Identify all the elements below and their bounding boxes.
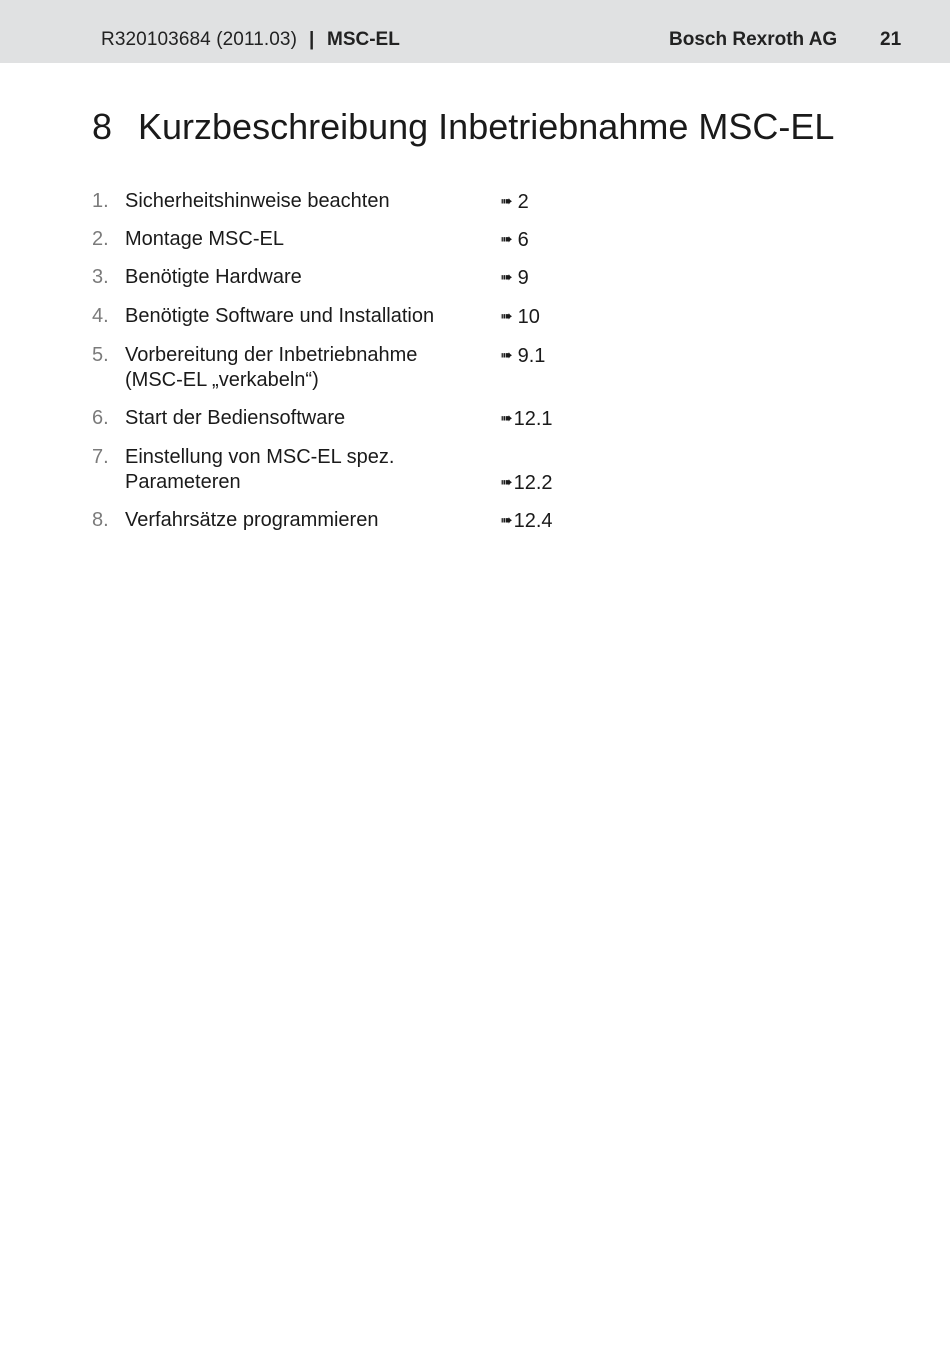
page-number: 21 bbox=[880, 29, 902, 50]
step-number: 7. bbox=[92, 446, 109, 468]
header-separator: | bbox=[309, 29, 315, 50]
step-number: 4. bbox=[92, 305, 109, 327]
step-number: 5. bbox=[92, 344, 109, 366]
step-reference[interactable] bbox=[500, 343, 545, 369]
step-reference[interactable] bbox=[500, 304, 540, 330]
step-list bbox=[92, 0, 692, 1348]
step-reference[interactable] bbox=[500, 508, 553, 534]
step-reference-page: 9 bbox=[517, 267, 529, 289]
step-number: 2. bbox=[92, 228, 109, 250]
arrow-right-icon: ➠ bbox=[500, 474, 513, 491]
step-text: Vorbereitung der Inbetriebnahme (MSC-EL „verkabeln“) bbox=[125, 344, 418, 391]
document-id: R320103684 (2011.03) bbox=[101, 29, 298, 50]
step-text: Sicherheitshinweise beachten bbox=[125, 190, 390, 212]
arrow-right-icon: ➠ bbox=[500, 512, 513, 529]
step-reference-page: 2 bbox=[517, 191, 529, 213]
step-number: 3. bbox=[92, 266, 109, 288]
arrow-right-icon: ➠ bbox=[500, 231, 513, 248]
step-text: Montage MSC-EL bbox=[125, 228, 284, 250]
step-number: 6. bbox=[92, 407, 109, 429]
arrow-right-icon: ➠ bbox=[500, 347, 513, 364]
chapter-title: Kurzbeschreibung Inbetriebnahme MSC-EL bbox=[138, 106, 835, 147]
product-name: MSC-EL bbox=[327, 29, 400, 50]
step-reference[interactable] bbox=[500, 189, 529, 215]
step-text: Benötigte Hardware bbox=[125, 266, 302, 288]
arrow-right-icon: ➠ bbox=[500, 308, 513, 325]
arrow-right-icon: ➠ bbox=[500, 269, 513, 286]
step-text: Verfahrsätze programmieren bbox=[125, 509, 379, 531]
step-number: 8. bbox=[92, 509, 109, 531]
company-name: Bosch Rexroth AG bbox=[669, 29, 838, 50]
step-reference-page: 12.1 bbox=[513, 408, 553, 430]
step-reference-page: 10 bbox=[517, 306, 540, 328]
step-reference-page: 12.2 bbox=[513, 472, 553, 494]
step-number: 1. bbox=[92, 190, 109, 212]
step-reference[interactable] bbox=[500, 265, 529, 291]
chapter-number: 8 bbox=[92, 106, 113, 147]
step-reference[interactable] bbox=[500, 470, 553, 496]
step-text: Benötigte Software und Installation bbox=[125, 305, 435, 327]
arrow-right-icon: ➠ bbox=[500, 410, 513, 427]
step-text: Einstellung von MSC-EL spez. Parameteren bbox=[125, 446, 395, 493]
step-reference-page: 9.1 bbox=[517, 345, 546, 367]
step-reference-page: 6 bbox=[517, 229, 529, 251]
step-reference[interactable] bbox=[500, 406, 553, 432]
arrow-right-icon: ➠ bbox=[500, 193, 513, 210]
step-reference[interactable] bbox=[500, 227, 529, 253]
step-reference-page: 12.4 bbox=[513, 510, 553, 532]
step-text: Start der Bediensoftware bbox=[125, 407, 346, 429]
